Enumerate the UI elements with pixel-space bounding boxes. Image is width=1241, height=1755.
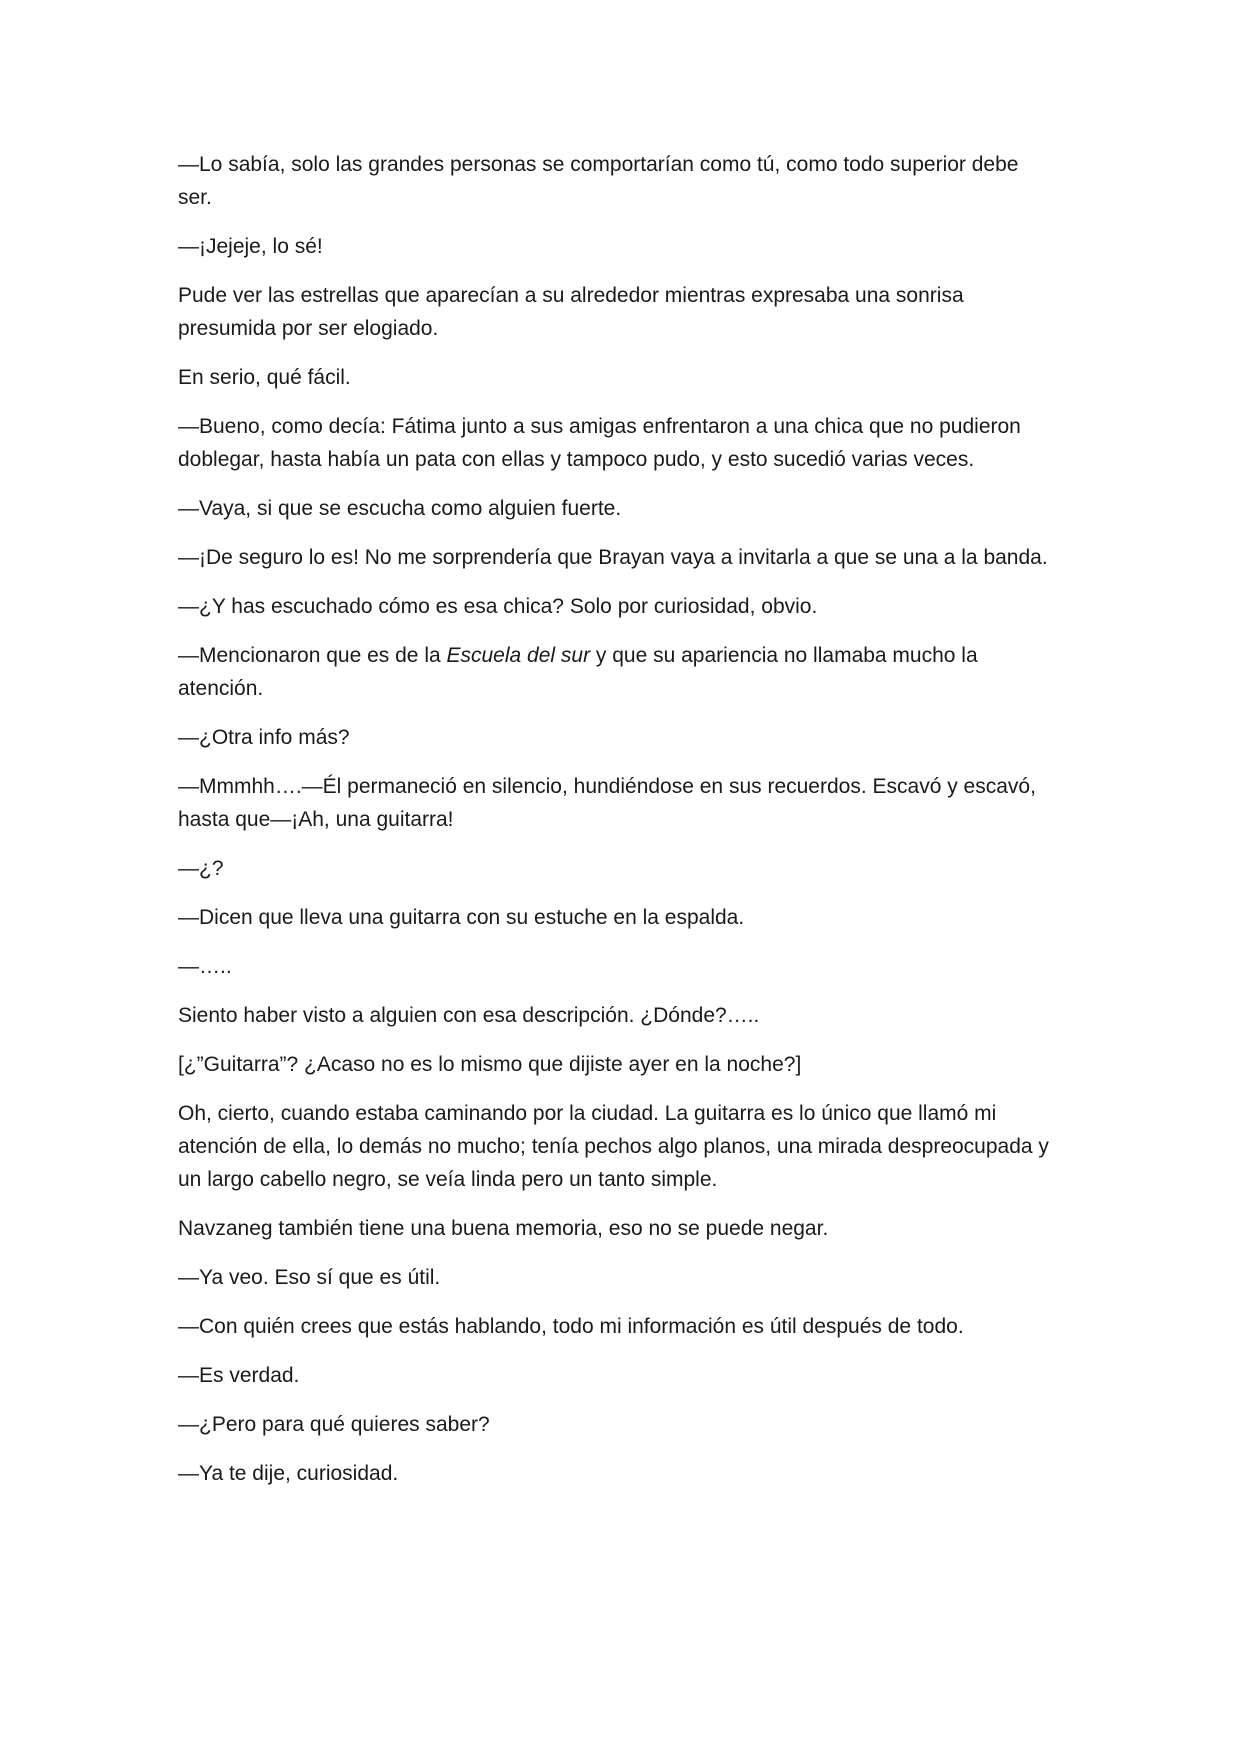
paragraph-text: Navzaneg también tiene una buena memoria, eso no se puede negar. — [178, 1217, 829, 1240]
paragraph-text: [¿”Guitarra”? ¿Acaso no es lo mismo que dijiste ayer en la noche?] — [178, 1053, 802, 1076]
paragraph — [178, 1359, 1058, 1392]
paragraph — [178, 1457, 1058, 1490]
paragraph — [178, 1261, 1058, 1294]
paragraph-text: —Mencionaron que es de la — [178, 644, 447, 667]
paragraph-text: —¡De seguro lo es! No me sorprendería que Brayan vaya a invitarla a que se una a la banda. — [178, 546, 1048, 569]
paragraph-text: —¿? — [178, 857, 224, 880]
paragraph-text: —Lo sabía, solo las grandes personas se comportarían como tú, como todo superior debe ser. — [178, 153, 1019, 209]
paragraph — [178, 1097, 1058, 1196]
paragraph-text: —¿Pero para qué quieres saber? — [178, 1413, 490, 1436]
paragraph-text: En serio, qué fácil. — [178, 366, 351, 389]
paragraph-text: —Ya veo. Eso sí que es útil. — [178, 1266, 441, 1289]
paragraph — [178, 541, 1058, 574]
paragraph-text: —¿Otra info más? — [178, 726, 350, 749]
paragraph — [178, 279, 1058, 345]
paragraph-text: —¿Y has escuchado cómo es esa chica? Solo por curiosidad, obvio. — [178, 595, 818, 618]
paragraph-text: Oh, cierto, cuando estaba caminando por la ciudad. La guitarra es lo único que llamó mi atención de ella, lo demás no mucho; tenía pechos algo planos, una mirada despreocupada y un largo cabello negro, se veía linda pero un tanto simple. — [178, 1102, 1049, 1191]
paragraph — [178, 770, 1058, 836]
document-page — [178, 148, 1058, 1506]
paragraph-text: y que su apariencia no llamaba mucho la atención. — [178, 644, 978, 700]
paragraph-text: —¡Jejeje, lo sé! — [178, 235, 323, 258]
paragraph — [178, 1212, 1058, 1245]
paragraph-text: —Es verdad. — [178, 1364, 300, 1387]
paragraph-text: —Vaya, si que se escucha como alguien fuerte. — [178, 497, 622, 520]
paragraph-text: —Mmmhh….—Él permaneció en silencio, hundiéndose en sus recuerdos. Escavó y escavó, hasta que—¡Ah, una guitarra! — [178, 775, 1036, 831]
paragraph — [178, 590, 1058, 623]
paragraph — [178, 639, 1058, 705]
paragraph-text: —Bueno, como decía: Fátima junto a sus amigas enfrentaron a una chica que no pudieron doblegar, hasta había un pata con ellas y tampoco pudo, y esto sucedió varias veces. — [178, 415, 1021, 471]
paragraph-text: —Ya te dije, curiosidad. — [178, 1462, 399, 1485]
paragraph — [178, 852, 1058, 885]
paragraph — [178, 1310, 1058, 1343]
paragraph — [178, 148, 1058, 214]
paragraph — [178, 230, 1058, 263]
paragraph — [178, 999, 1058, 1032]
paragraph — [178, 1048, 1058, 1081]
paragraph-text: —….. — [178, 955, 232, 978]
paragraph — [178, 1408, 1058, 1441]
paragraph-text: Siento haber visto a alguien con esa descripción. ¿Dónde?….. — [178, 1004, 760, 1027]
paragraph — [178, 410, 1058, 476]
paragraph-text: Pude ver las estrellas que aparecían a su alrededor mientras expresaba una sonrisa presumida por ser elogiado. — [178, 284, 964, 340]
paragraph — [178, 950, 1058, 983]
paragraph — [178, 901, 1058, 934]
paragraph — [178, 721, 1058, 754]
italic-text: Escuela del sur — [446, 644, 591, 667]
paragraph-text: —Dicen que lleva una guitarra con su estuche en la espalda. — [178, 906, 745, 929]
paragraph — [178, 361, 1058, 394]
paragraph — [178, 492, 1058, 525]
paragraph-text: —Con quién crees que estás hablando, todo mi información es útil después de todo. — [178, 1315, 964, 1338]
